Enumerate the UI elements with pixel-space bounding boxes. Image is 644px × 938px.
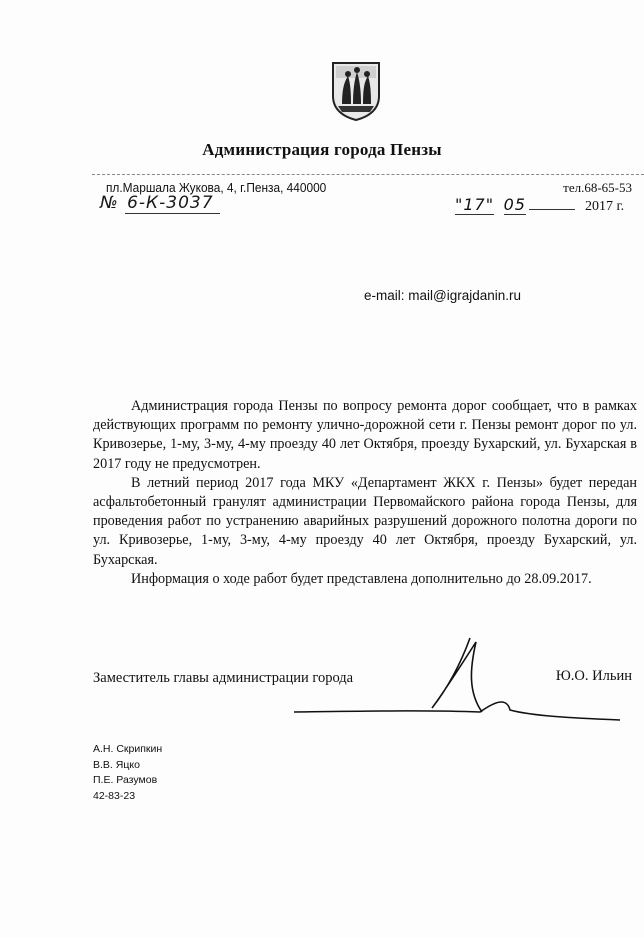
body-paragraph: В летний период 2017 года МКУ «Департамент ЖКХ г. Пензы» будет передан асфальтобетонный гранулят администрации Первомайского района города Пензы, для проведения работ по устранению аварийных разрушений дорожного полотна дороги по ул. Кривозерье, 1-му, 3-му, 4-му проезду 40 лет Октября, проезду Бухарский, ул. Бухарская. [93, 474, 637, 568]
document-date [455, 195, 624, 215]
header-divider [92, 174, 644, 175]
organization-title: Администрация города Пензы [202, 140, 442, 159]
date-year: 2017 г. [584, 199, 625, 214]
organization-address: пл.Маршала Жукова, 4, г.Пенза, 440000 [106, 181, 327, 195]
executor-line: А.Н. Скрипкин [93, 743, 163, 755]
executor-line: П.Е. Разумов [93, 774, 158, 786]
organization-phone: тел.68-65-53 [563, 180, 632, 195]
executors-block [93, 742, 162, 804]
date-month: 05 [503, 195, 526, 214]
date-blank-line [529, 197, 575, 210]
letter-body [93, 397, 637, 589]
date-day: "17" [455, 195, 495, 214]
signatory-title: Заместитель главы администрации города [93, 670, 354, 686]
body-paragraph: Информация о ходе работ будет представлена дополнительно до 28.09.2017. [131, 570, 592, 587]
number-sign: № [100, 193, 119, 213]
registration-number [100, 193, 220, 214]
coat-of-arms-icon [330, 60, 382, 122]
signatory-name: Ю.О. Ильин [555, 668, 632, 684]
recipient-email: e-mail: mail@igrajdanin.ru [364, 288, 522, 303]
body-paragraph: Администрация города Пензы по вопросу ремонта дорог сообщает, что в рамках действующих программ по ремонту улично-дорожной сети г. Пензы ремонт дорог по ул. Кривозерье, 1-му, 3-му, 4-му проезду 40 лет Октября, проезду Бухарский, ул. Бухарская в 2017 году не предусмотрен. [93, 398, 637, 472]
executor-line: В.В. Яцко [93, 758, 140, 771]
registration-number-value: 6-К-3037 [125, 193, 219, 214]
executor-phone: 42-83-23 [93, 789, 136, 802]
